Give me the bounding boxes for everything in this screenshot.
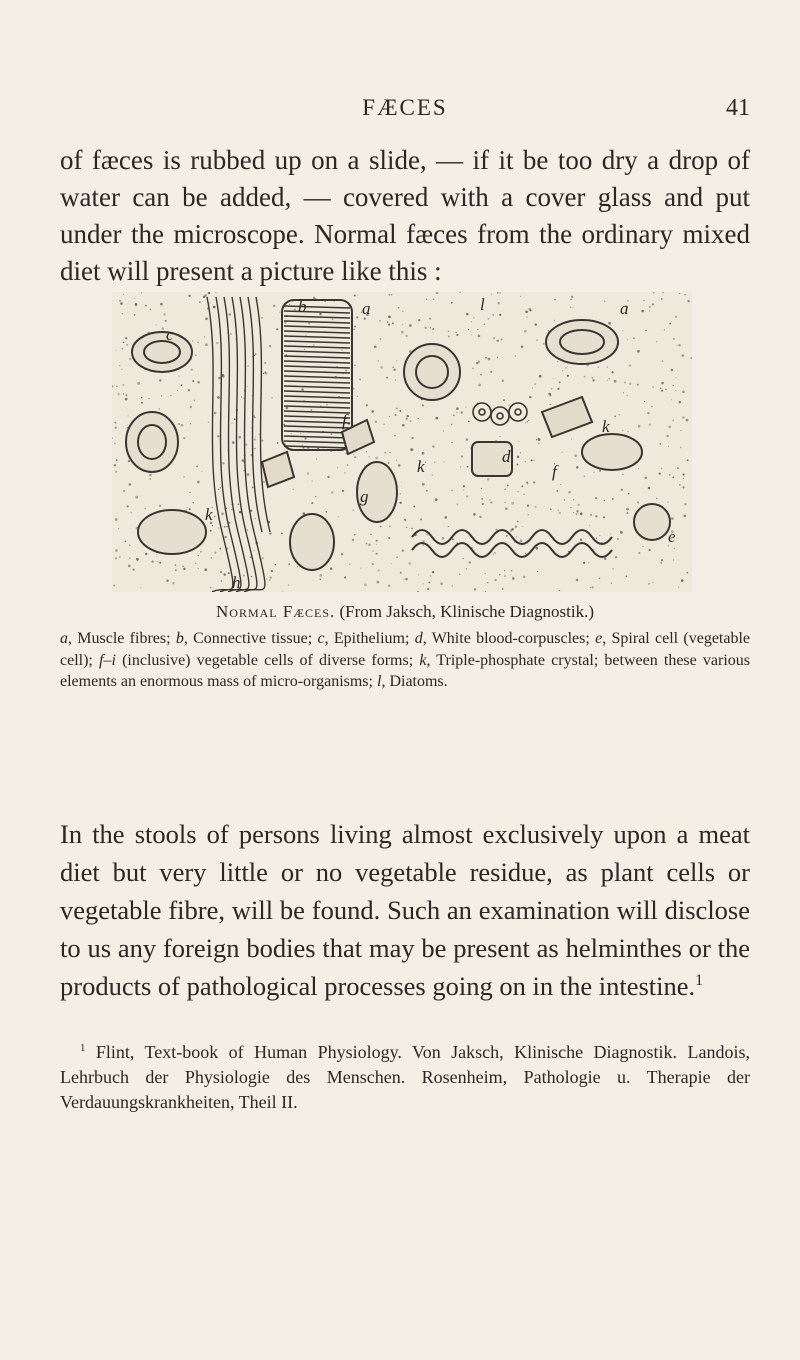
figure-label-k: k: [417, 457, 425, 476]
legend-text: , White blood-corpuscles;: [422, 630, 596, 647]
legend-key: b: [175, 630, 184, 647]
legend-text: , Epithelium;: [324, 630, 415, 647]
paragraph-text: Such an examination will disclose to us any foreign bodies that may be present as helminthes or the products of pathological processes going on in the intestine.: [60, 895, 751, 1001]
paragraph-meat-diet: [60, 815, 750, 1005]
legend-text: , Triple-phosphate crystal; between these various elements an enormous mass of micro-organisms;: [60, 651, 751, 690]
legend-key: a: [60, 630, 68, 647]
footnote: [60, 1040, 750, 1115]
figure-label-k2: k: [602, 417, 610, 436]
legend-key: d: [414, 630, 423, 647]
figure-label-h: h: [232, 573, 241, 592]
page-number: 41: [726, 95, 750, 121]
legend-text: , Diatoms.: [381, 673, 448, 690]
figure-label-g: g: [360, 487, 369, 506]
figure-caption-name: Normal Fæces.: [216, 602, 336, 621]
legend-key: f–i: [99, 651, 116, 669]
legend-key: l: [376, 673, 382, 690]
paragraph-text: In the stools of persons living almost exclusively upon a meat diet but very little or no vegetable residue, as plant cells or vegetable fibre, will be found.: [60, 819, 750, 925]
footnote-marker: 1: [80, 1042, 86, 1054]
figure-legend: [60, 628, 750, 693]
figure-label-e: e: [668, 527, 676, 546]
figure-label-a2: a: [620, 299, 629, 318]
legend-key: k: [419, 651, 427, 669]
figure-label-b: b: [298, 297, 307, 316]
microscope-illustration: [112, 292, 692, 592]
legend-key: c: [317, 630, 325, 647]
legend-key: e: [595, 630, 603, 647]
running-title: FÆCES: [362, 95, 448, 120]
figure-label-d: d: [502, 447, 511, 466]
figure-caption-title: [60, 602, 750, 622]
figure-caption-source: (From Jaksch, Klinische Diagnostik.): [339, 602, 594, 621]
legend-text: , Muscle fibres;: [68, 630, 176, 647]
legend-text: , Connective tissue;: [183, 630, 318, 647]
figure-label-k3: k: [205, 505, 213, 524]
footnote-ref[interactable]: 1: [695, 972, 704, 990]
footnote-text: Flint, Text-book of Human Physiology. Von Jaksch, Klinische Diagnostik. Landois, Lehrbuch der Physiologie des Menschen. Rosenheim, Pathologie u. Therapie der Verdauungskrankheiten, Theil II.: [60, 1042, 750, 1112]
paragraph-intro: of fæces is rubbed up on a slide, — if it be too dry a drop of water can be added, — covered with a cover glass and put under the microscope. Normal fæces from the ordinary mixed diet will present a picture like this :: [60, 145, 750, 286]
figure-label-c: c: [166, 325, 174, 344]
figure-label-f: f: [342, 411, 347, 430]
legend-text: , Spiral cell (vegetable cell);: [60, 630, 751, 669]
legend-text: (inclusive) vegetable cells of diverse forms;: [115, 651, 420, 669]
running-header: [60, 95, 750, 125]
figure-label-l: l: [480, 295, 485, 314]
figure-label-f2: f: [552, 462, 557, 481]
figure-label-a: a: [362, 299, 371, 318]
